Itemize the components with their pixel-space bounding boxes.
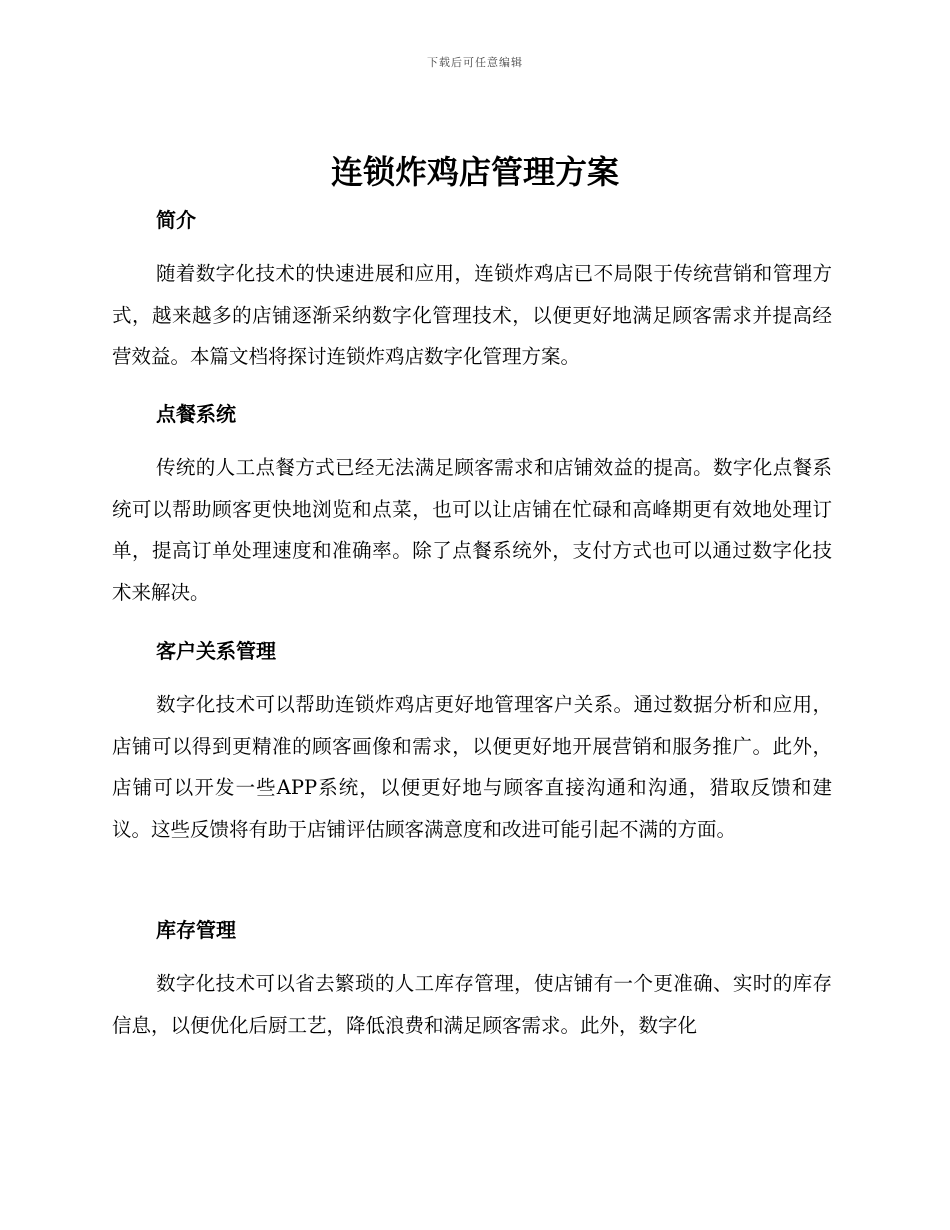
- section-heading-intro: 简介: [156, 208, 196, 232]
- section-paragraph-ordering-system: 传统的人工点餐方式已经无法满足顾客需求和店铺效益的提高。数字化点餐系统可以帮助顾客更快地浏览和点菜，也可以让店铺在忙碌和高峰期更有效地处理订单，提高订单处理速度和准确率。除了点餐系统外，支付方式也可以通过数字化技术来解决。: [112, 456, 832, 604]
- section-heading-customer-relations: 客户关系管理: [156, 639, 276, 663]
- section-heading-ordering-system: 点餐系统: [156, 402, 236, 426]
- section-paragraph-intro: 随着数字化技术的快速进展和应用，连锁炸鸡店已不局限于传统营销和管理方式，越来越多的店铺逐渐采纳数字化管理技术，以便更好地满足顾客需求并提高经营效益。本篇文档将探讨连锁炸鸡店数字化管理方案。: [112, 262, 832, 368]
- page-header-note: 下载后可任意编辑: [427, 56, 523, 69]
- section-heading-inventory: 库存管理: [156, 918, 236, 942]
- section-paragraph-inventory: 数字化技术可以省去繁琐的人工库存管理，使店铺有一个更准确、实时的库存信息，以便优化后厨工艺，降低浪费和满足顾客需求。此外，数字化: [112, 972, 832, 1037]
- section-paragraph-customer-relations: 数字化技术可以帮助连锁炸鸡店更好地管理客户关系。通过数据分析和应用，店铺可以得到更精准的顾客画像和需求，以便更好地开展营销和服务推广。此外，店铺可以开发一些APP系统，以便更好地与顾客直接沟通和沟通，猎取反馈和建议。这些反馈将有助于店铺评估顾客满意度和改进可能引起不满的方面。: [112, 693, 832, 841]
- document-title: 连锁炸鸡店管理方案: [330, 153, 619, 191]
